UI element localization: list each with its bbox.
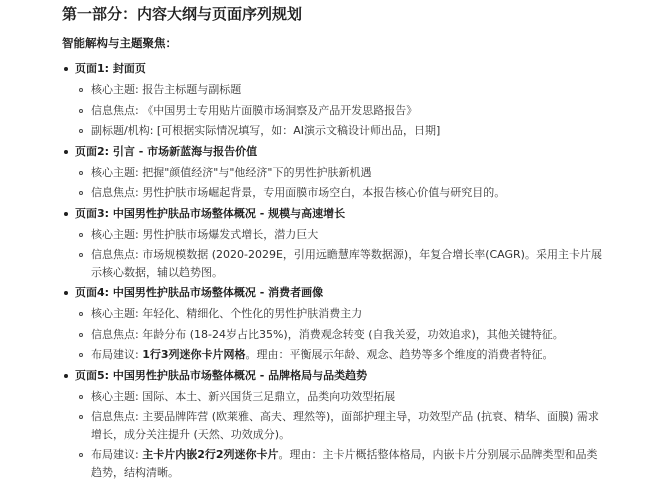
page-detail-item <box>0 102 648 120</box>
page-detail-item <box>0 408 648 443</box>
detail-label: 布局建议: <box>91 348 143 361</box>
page-outline-entry <box>0 207 648 282</box>
detail-emphasis: 主卡片内嵌2行2列迷你卡片 <box>142 448 279 461</box>
detail-label: 信息焦点: <box>91 186 143 199</box>
page-outline-entry <box>0 62 648 140</box>
detail-text: 国际、本土、新兴国货三足鼎立，品类向功效型拓展 <box>142 389 396 403</box>
detail-text: 市场规模数据 (2020-2029E，引用远瞻慧库等数据源)，年复合增长率(CAGR)。采用主卡片展示核心数据，辅以趋势图。 <box>91 248 602 279</box>
detail-label: 副标题/机构: <box>91 124 157 137</box>
detail-text: 报告主标题与副标题 <box>142 83 242 96</box>
page-outline-entry <box>0 286 648 364</box>
detail-label: 信息焦点: <box>91 410 143 423</box>
page-title: 页面5: 中国男性护肤品市场整体概况 - 品牌格局与品类趋势 <box>0 369 648 383</box>
detail-text: 。理由：主卡片概括整体格局，内嵌卡片分别展示品牌类型和品类趋势，结构清晰。 <box>91 448 598 479</box>
section-heading: 第一部分：内容大纲与页面序列规划 <box>62 5 303 23</box>
page-detail-item <box>0 164 648 182</box>
page-title: 页面3: 中国男性护肤品市场整体概况 - 规模与高速增长 <box>0 207 648 221</box>
page-detail-item <box>0 81 648 99</box>
page-detail-list <box>0 164 648 202</box>
detail-label: 布局建议: <box>91 448 143 461</box>
page-detail-item <box>0 446 648 481</box>
page-detail-item <box>0 388 648 406</box>
page-detail-item <box>0 122 648 140</box>
detail-label: 信息焦点: <box>91 248 143 261</box>
page-detail-item <box>0 305 648 323</box>
page-detail-item <box>0 346 648 364</box>
page-detail-list <box>0 388 648 482</box>
page-outline-entry <box>0 145 648 202</box>
detail-label: 核心主题: <box>91 307 143 320</box>
page-outline-list <box>0 62 648 486</box>
page-detail-item <box>0 184 648 202</box>
page-detail-item <box>0 246 648 281</box>
detail-text: 年轻化、精细化、个性化的男性护肤消费主力 <box>142 307 363 320</box>
section-subheading: 智能解构与主题聚焦： <box>62 36 177 50</box>
page-title: 页面1: 封面页 <box>0 62 648 76</box>
detail-label: 信息焦点: <box>91 103 143 117</box>
page-detail-list <box>0 226 648 282</box>
detail-text: [可根据实际情况填写，如：AI演示文稿设计师出品，日期] <box>156 124 441 137</box>
page-detail-list <box>0 305 648 364</box>
detail-label: 核心主题: <box>91 389 143 403</box>
detail-text: 。理由：平衡展示年龄、观念、趋势等多个维度的消费者特征。 <box>245 348 554 361</box>
detail-text: 男性护肤市场崛起背景，专用面膜市场空白，本报告核心价值与研究目的。 <box>142 186 506 199</box>
detail-label: 核心主题: <box>91 165 143 179</box>
detail-text: 男性护肤市场爆发式增长，潜力巨大 <box>142 227 319 241</box>
page-detail-item <box>0 226 648 244</box>
detail-text: 年龄分布 (18-24岁占比35%)，消费观念转变 (自我关爱，功效追求)，其他关键特征。 <box>142 327 564 341</box>
detail-label: 核心主题: <box>91 227 143 241</box>
page-outline-entry <box>0 369 648 482</box>
detail-label: 信息焦点: <box>91 327 143 341</box>
detail-label: 核心主题: <box>91 83 143 96</box>
detail-emphasis: 1行3列迷你卡片网格 <box>142 348 246 361</box>
page-title: 页面2: 引言 - 市场新蓝海与报告价值 <box>0 145 648 159</box>
detail-text: 《中国男士专用贴片面膜市场洞察及产品开发思路报告》 <box>142 103 418 117</box>
detail-text: 把握"颜值经济"与"他经济"下的男性护肤新机遇 <box>142 165 372 179</box>
page-detail-list <box>0 81 648 140</box>
detail-text: 主要品牌阵营 (欧莱雅、高夫、理然等)，面部护理主导，功效型产品 (抗衰、精华、面膜) 需求增长，成分关注提升 (天然、功效成分)。 <box>91 410 599 441</box>
page-title: 页面4: 中国男性护肤品市场整体概况 - 消费者画像 <box>0 286 648 300</box>
page-detail-item <box>0 326 648 344</box>
